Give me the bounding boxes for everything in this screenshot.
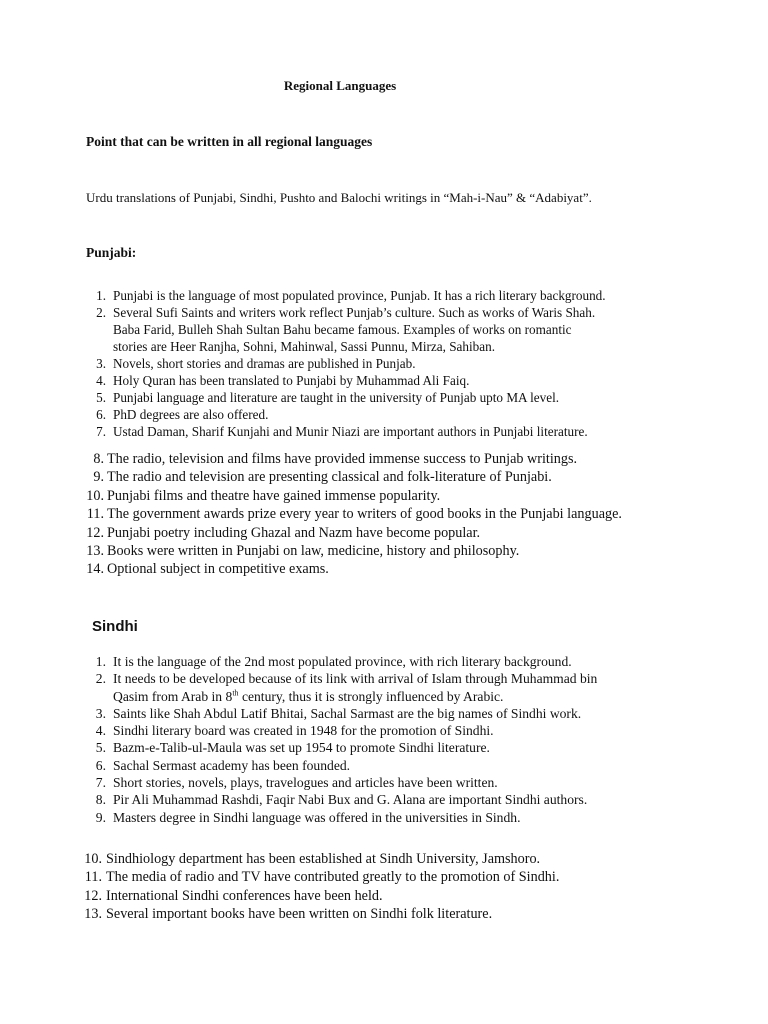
section-subtitle: Point that can be written in all regional languages <box>86 134 373 149</box>
item-text <box>113 670 597 705</box>
list-item <box>86 355 606 372</box>
item-number: 14. <box>86 561 104 578</box>
item-number: 12. <box>84 887 102 904</box>
item-number: 1. <box>95 654 106 669</box>
list-item <box>86 774 597 791</box>
list-item <box>86 705 597 722</box>
item-text: Saints like Shah Abdul Latif Bhitai, Sachal Sarmast are the big names of Sindhi work. <box>113 705 582 721</box>
item-text: Short stories, novels, plays, travelogues and articles have been written. <box>113 775 498 791</box>
page-title: Regional Languages <box>283 78 397 93</box>
list-item <box>86 809 597 826</box>
list-item <box>80 450 622 468</box>
item-text-fragment: Qasim from Arab in 8 <box>113 688 233 704</box>
item-text: Holy Quran has been translated to Punjabi by Muhammad Ali Faiq. <box>113 373 470 388</box>
item-text: Punjabi language and literature are taught in the university of Punjab upto MA level. <box>113 390 560 405</box>
item-number: 6. <box>96 407 106 422</box>
list-item <box>86 406 606 423</box>
item-number: 11. <box>86 506 104 523</box>
list-item <box>80 887 559 905</box>
item-number: 9. <box>93 469 104 486</box>
item-text: PhD degrees are also offered. <box>113 407 269 422</box>
item-text-line: stories are Heer Ranjha, Sohni, Mahinwal, Sassi Punnu, Mirza, Sahiban. <box>113 339 496 354</box>
list-item <box>80 524 622 542</box>
list-item <box>80 505 622 523</box>
item-number: 9. <box>95 809 106 825</box>
item-number: 7. <box>96 424 106 439</box>
item-number: 12. <box>86 524 104 541</box>
item-text: The government awards prize every year to writers of good books in the Punjabi language. <box>107 506 622 523</box>
item-number: 5. <box>95 740 106 756</box>
item-number: 11. <box>84 869 102 886</box>
item-text-line: Several Sufi Saints and writers work reflect Punjab’s culture. Such as works of Waris Shah. <box>113 305 596 320</box>
item-text: Ustad Daman, Sharif Kunjahi and Munir Niazi are important authors in Punjabi literature. <box>113 424 588 439</box>
item-number: 8. <box>95 792 106 808</box>
list-item <box>86 739 597 756</box>
item-text: The radio, television and films have provided immense success to Punjab writings. <box>107 451 578 467</box>
item-text: Optional subject in competitive exams. <box>107 561 329 578</box>
list-item <box>80 468 622 486</box>
item-text-line: Baba Farid, Bulleh Shah Sultan Bahu became famous. Examples of works on romantic <box>113 322 572 337</box>
item-text: Sindhi literary board was created in 1948 for the promotion of Sindhi. <box>113 723 494 739</box>
item-text: Several important books have been written on Sindhi folk literature. <box>106 906 493 923</box>
item-number: 10. <box>86 487 104 504</box>
item-number: 2. <box>96 305 106 320</box>
sindhi-list-part-1 <box>86 653 597 826</box>
item-number: 13. <box>86 543 104 560</box>
item-text: Sindhiology department has been established at Sindh University, Jamshoro. <box>106 851 541 867</box>
list-item <box>86 287 606 304</box>
item-text <box>113 304 606 355</box>
item-text: The media of radio and TV have contributed greatly to the promotion of Sindhi. <box>106 869 560 886</box>
list-item <box>80 542 622 560</box>
item-number: 3. <box>96 356 106 371</box>
item-text: It is the language of the 2nd most populated province, with rich literary background. <box>113 654 572 669</box>
item-number: 3. <box>95 705 106 721</box>
item-text: Pir Ali Muhammad Rashdi, Faqir Nabi Bux and G. Alana are important Sindhi authors. <box>113 792 588 808</box>
item-text-fragment: century, thus it is strongly influenced by Arabic. <box>238 688 504 704</box>
item-text: Books were written in Punjabi on law, medicine, history and philosophy. <box>107 543 520 560</box>
item-number: 7. <box>95 775 106 791</box>
item-number: 13. <box>84 906 102 923</box>
list-item <box>80 487 622 505</box>
list-item <box>86 653 597 670</box>
list-item <box>86 670 597 705</box>
punjabi-list-part-1 <box>86 287 606 440</box>
item-text: Sachal Sermast academy has been founded. <box>113 757 351 773</box>
item-text: Punjabi is the language of most populated province, Punjab. It has a rich literary background. <box>113 288 606 303</box>
punjabi-list-part-2 <box>80 450 622 579</box>
list-item <box>80 850 559 868</box>
punjabi-heading: Punjabi: <box>86 245 137 260</box>
list-item <box>86 722 597 739</box>
item-text: The radio and television are presenting classical and folk-literature of Punjabi. <box>107 469 552 486</box>
list-item <box>80 868 559 886</box>
item-text: Punjabi films and theatre have gained immense popularity. <box>107 487 441 504</box>
item-number: 10. <box>84 851 102 867</box>
item-text: Novels, short stories and dramas are published in Punjab. <box>113 356 416 371</box>
ordinal-suffix: th <box>232 688 239 698</box>
item-text: Punjabi poetry including Ghazal and Nazm have become popular. <box>107 524 481 541</box>
item-number: 6. <box>95 757 106 773</box>
list-item <box>86 372 606 389</box>
list-item <box>86 791 597 808</box>
intro-paragraph: Urdu translations of Punjabi, Sindhi, Pushto and Balochi writings in “Mah-i-Nau” & “Adabiyat”. <box>86 190 592 205</box>
item-number: 1. <box>96 288 106 303</box>
list-item <box>80 905 559 923</box>
sindhi-heading: Sindhi <box>92 618 138 635</box>
item-text-line <box>113 688 597 705</box>
list-item <box>86 304 606 355</box>
list-item <box>80 560 622 578</box>
item-text: Masters degree in Sindhi language was offered in the universities in Sindh. <box>113 809 521 825</box>
item-number: 5. <box>96 390 106 405</box>
item-number: 2. <box>95 671 106 687</box>
sindhi-list-part-2 <box>80 850 559 924</box>
item-number: 4. <box>95 723 106 739</box>
item-text-line: It needs to be developed because of its link with arrival of Islam through Muhammad bin <box>113 671 598 687</box>
item-number: 4. <box>96 373 106 388</box>
item-number: 8. <box>93 451 104 467</box>
item-text: Bazm-e-Talib-ul-Maula was set up 1954 to promote Sindhi literature. <box>113 740 490 756</box>
list-item <box>86 423 606 440</box>
list-item <box>86 389 606 406</box>
list-item <box>86 757 597 774</box>
item-text: International Sindhi conferences have been held. <box>106 887 383 904</box>
